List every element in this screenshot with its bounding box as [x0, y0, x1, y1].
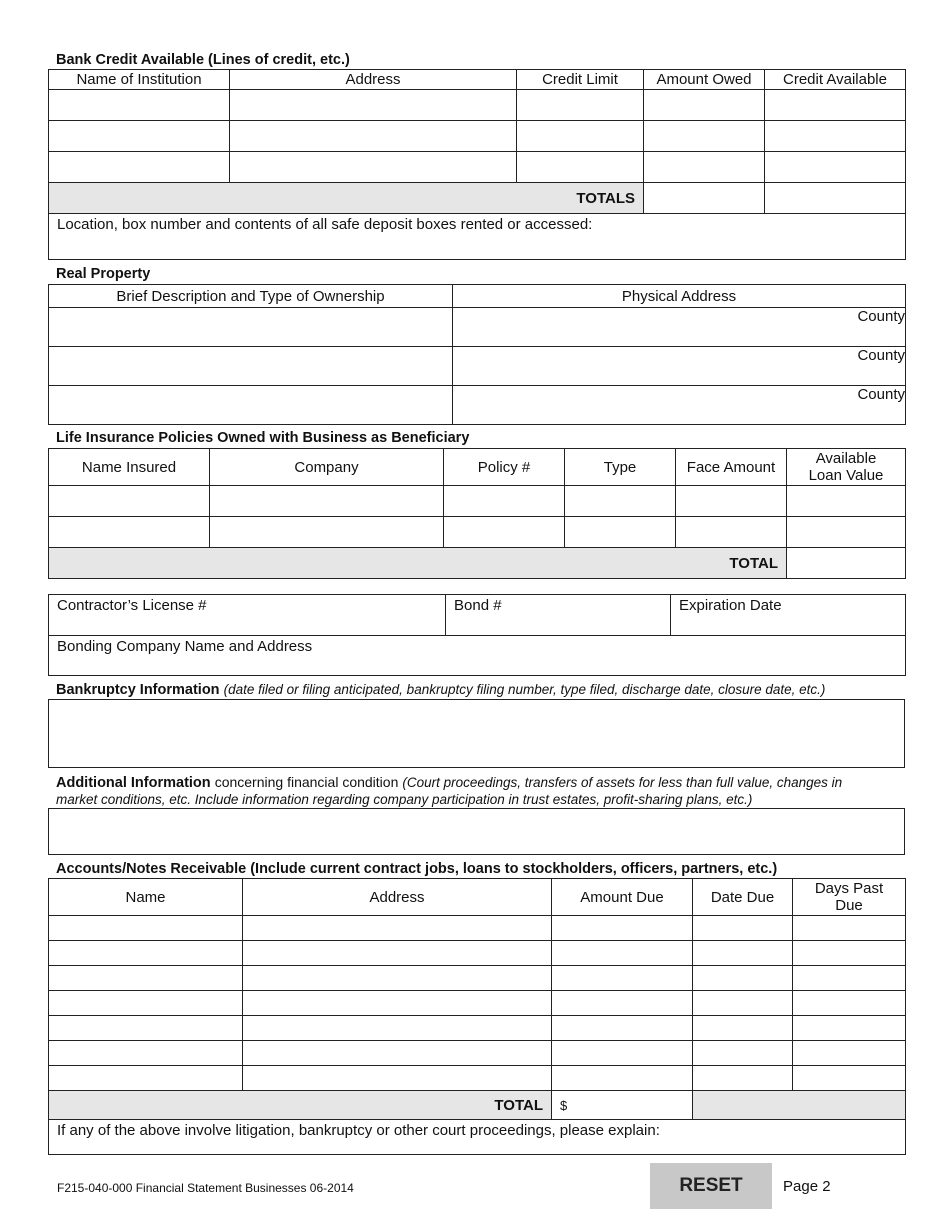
input-cell[interactable]: [243, 1066, 552, 1091]
input-cell[interactable]: [693, 1066, 793, 1091]
input-cell[interactable]: [787, 517, 906, 548]
input-cell[interactable]: [644, 90, 765, 121]
col-header-date-due: Date Due: [693, 879, 793, 916]
table-row: [49, 90, 906, 121]
input-cell[interactable]: [693, 991, 793, 1016]
input-cell[interactable]: [243, 1016, 552, 1041]
physical-address-field[interactable]: [453, 347, 906, 386]
total-label: TOTAL: [49, 1091, 552, 1120]
input-cell[interactable]: [693, 1041, 793, 1066]
input-cell[interactable]: [793, 1016, 906, 1041]
input-cell[interactable]: [49, 991, 243, 1016]
additional-info-title-text: Additional Information: [56, 775, 211, 791]
bankruptcy-note: (date filed or filing anticipated, bankruptcy filing number, type filed, discharge date, closure date, etc.): [223, 682, 826, 697]
input-cell[interactable]: [243, 916, 552, 941]
contractor-license-label: Contractor’s License #: [57, 597, 207, 614]
real-property-title: Real Property: [56, 266, 151, 282]
col-header-type: Type: [565, 449, 676, 486]
input-cell[interactable]: [230, 90, 517, 121]
input-cell[interactable]: [552, 1041, 693, 1066]
col-header-description: Brief Description and Type of Ownership: [49, 285, 453, 308]
expiration-date-label: Expiration Date: [679, 597, 782, 614]
input-cell[interactable]: [552, 916, 693, 941]
county-label: County: [857, 308, 905, 325]
input-cell[interactable]: [644, 121, 765, 152]
description-field[interactable]: [49, 347, 453, 386]
input-cell[interactable]: [49, 1066, 243, 1091]
description-field[interactable]: [49, 308, 453, 347]
input-cell[interactable]: [49, 486, 210, 517]
input-cell[interactable]: [210, 517, 444, 548]
litigation-explanation-field[interactable]: [49, 1120, 906, 1155]
col-header-available-loan-value: Available Loan Value: [787, 449, 906, 486]
bonding-company-field[interactable]: [49, 636, 906, 676]
life-insurance-table: [48, 448, 906, 579]
bankruptcy-title-text: Bankruptcy Information: [56, 682, 220, 698]
table-row: [49, 1041, 906, 1066]
input-cell[interactable]: [552, 991, 693, 1016]
input-cell[interactable]: [676, 517, 787, 548]
contractor-license-field[interactable]: [49, 595, 446, 636]
input-cell[interactable]: [517, 90, 644, 121]
additional-info-note-line2: market conditions, etc. Include information regarding company participation in trust estates, profit-sharing plans, etc.): [56, 792, 753, 807]
bankruptcy-field[interactable]: [48, 699, 905, 768]
input-cell[interactable]: [552, 1016, 693, 1041]
input-cell[interactable]: [793, 941, 906, 966]
table-row: [49, 966, 906, 991]
col-header-credit-limit: Credit Limit: [517, 70, 644, 90]
col-header-credit-available: Credit Available: [765, 70, 906, 90]
input-cell[interactable]: [793, 966, 906, 991]
input-cell[interactable]: [49, 517, 210, 548]
table-row: [49, 991, 906, 1016]
input-cell[interactable]: [49, 90, 230, 121]
physical-address-field[interactable]: [453, 386, 906, 425]
input-cell[interactable]: [793, 916, 906, 941]
total-loan-value-field[interactable]: [787, 548, 906, 579]
contractor-table: [48, 594, 906, 676]
input-cell[interactable]: [693, 941, 793, 966]
expiration-date-field[interactable]: [671, 595, 906, 636]
input-cell[interactable]: [243, 941, 552, 966]
input-cell[interactable]: [693, 1016, 793, 1041]
bond-number-field[interactable]: [446, 595, 671, 636]
input-cell[interactable]: [552, 1066, 693, 1091]
additional-info-title: [56, 774, 842, 791]
input-cell[interactable]: [230, 121, 517, 152]
input-cell[interactable]: [517, 152, 644, 183]
input-cell[interactable]: [793, 991, 906, 1016]
input-cell[interactable]: [644, 152, 765, 183]
bank-credit-table: [48, 69, 906, 260]
county-label: County: [857, 347, 905, 364]
total-amount-owed-field[interactable]: [644, 183, 765, 214]
real-property-table: [48, 284, 906, 425]
input-cell[interactable]: [243, 991, 552, 1016]
table-row: [49, 308, 906, 347]
input-cell[interactable]: [444, 486, 565, 517]
input-cell[interactable]: [765, 90, 906, 121]
physical-address-field[interactable]: [453, 308, 906, 347]
bankruptcy-title: [56, 682, 825, 698]
input-cell[interactable]: [765, 121, 906, 152]
litigation-label: If any of the above involve litigation, bankruptcy or other court proceedings, please explain:: [57, 1122, 660, 1139]
input-cell[interactable]: [787, 486, 906, 517]
additional-info-suffix: concerning financial condition: [214, 774, 399, 790]
county-label: County: [857, 386, 905, 403]
table-row: [49, 941, 906, 966]
table-row: [49, 152, 906, 183]
col-header-name-of-institution: Name of Institution: [49, 70, 230, 90]
input-cell[interactable]: [676, 486, 787, 517]
input-cell[interactable]: [444, 517, 565, 548]
input-cell[interactable]: [49, 966, 243, 991]
input-cell[interactable]: [49, 941, 243, 966]
input-cell[interactable]: [49, 1041, 243, 1066]
col-header-address: Address: [243, 879, 552, 916]
input-cell[interactable]: [243, 1041, 552, 1066]
input-cell[interactable]: [243, 966, 552, 991]
table-row: [49, 1016, 906, 1041]
input-cell[interactable]: [693, 916, 793, 941]
input-cell[interactable]: [693, 966, 793, 991]
input-cell[interactable]: [565, 517, 676, 548]
input-cell[interactable]: [49, 1016, 243, 1041]
input-cell[interactable]: [793, 1041, 906, 1066]
input-cell[interactable]: [552, 941, 693, 966]
input-cell[interactable]: [565, 486, 676, 517]
additional-info-note-line1: (Court proceedings, transfers of assets for less than full value, changes in: [402, 775, 843, 790]
safe-deposit-field[interactable]: [49, 214, 906, 260]
total-label: TOTAL: [49, 548, 787, 579]
col-header-company: Company: [210, 449, 444, 486]
currency-symbol: $: [560, 1097, 568, 1113]
col-header-policy-number: Policy #: [444, 449, 565, 486]
table-row: [49, 386, 906, 425]
input-cell[interactable]: [230, 152, 517, 183]
description-field[interactable]: [49, 386, 453, 425]
bank-credit-title: Bank Credit Available (Lines of credit, etc.): [56, 52, 350, 68]
totals-row: [49, 1091, 906, 1120]
table-row: [49, 517, 906, 548]
form-id: F215-040-000 Financial Statement Businesses 06-2014: [57, 1181, 354, 1195]
col-header-amount-due: Amount Due: [552, 879, 693, 916]
reset-button[interactable]: RESET: [650, 1163, 772, 1209]
input-cell[interactable]: [793, 1066, 906, 1091]
total-credit-available-field[interactable]: [765, 183, 906, 214]
bonding-company-label: Bonding Company Name and Address: [57, 638, 313, 655]
input-cell[interactable]: [517, 121, 644, 152]
col-header-face-amount: Face Amount: [676, 449, 787, 486]
receivables-title: Accounts/Notes Receivable (Include current contract jobs, loans to stockholders, officers, partners, etc.): [56, 861, 778, 877]
col-header-days-past-due: Days Past Due: [793, 879, 906, 916]
receivables-table: [48, 878, 906, 1155]
table-row: [49, 347, 906, 386]
col-header-name-insured: Name Insured: [49, 449, 210, 486]
input-cell[interactable]: [552, 966, 693, 991]
input-cell[interactable]: [49, 916, 243, 941]
col-header-physical-address: Physical Address: [453, 285, 906, 308]
input-cell[interactable]: [49, 121, 230, 152]
col-header-address: Address: [230, 70, 517, 90]
table-row: [49, 486, 906, 517]
bond-number-label: Bond #: [454, 597, 502, 614]
input-cell[interactable]: [765, 152, 906, 183]
total-amount-due-field[interactable]: [552, 1091, 693, 1120]
life-insurance-title: Life Insurance Policies Owned with Business as Beneficiary: [56, 430, 470, 446]
col-header-amount-owed: Amount Owed: [644, 70, 765, 90]
table-row: [49, 916, 906, 941]
table-row: [49, 121, 906, 152]
additional-info-field[interactable]: [48, 808, 905, 855]
input-cell[interactable]: [210, 486, 444, 517]
table-row: [49, 1066, 906, 1091]
col-header-name: Name: [49, 879, 243, 916]
totals-label: TOTALS: [49, 183, 644, 214]
safe-deposit-label: Location, box number and contents of all safe deposit boxes rented or accessed:: [57, 216, 593, 233]
shaded-cell: [693, 1091, 906, 1120]
totals-row: [49, 183, 906, 214]
input-cell[interactable]: [49, 152, 230, 183]
page-number: Page 2: [783, 1178, 831, 1195]
totals-row: [49, 548, 906, 579]
